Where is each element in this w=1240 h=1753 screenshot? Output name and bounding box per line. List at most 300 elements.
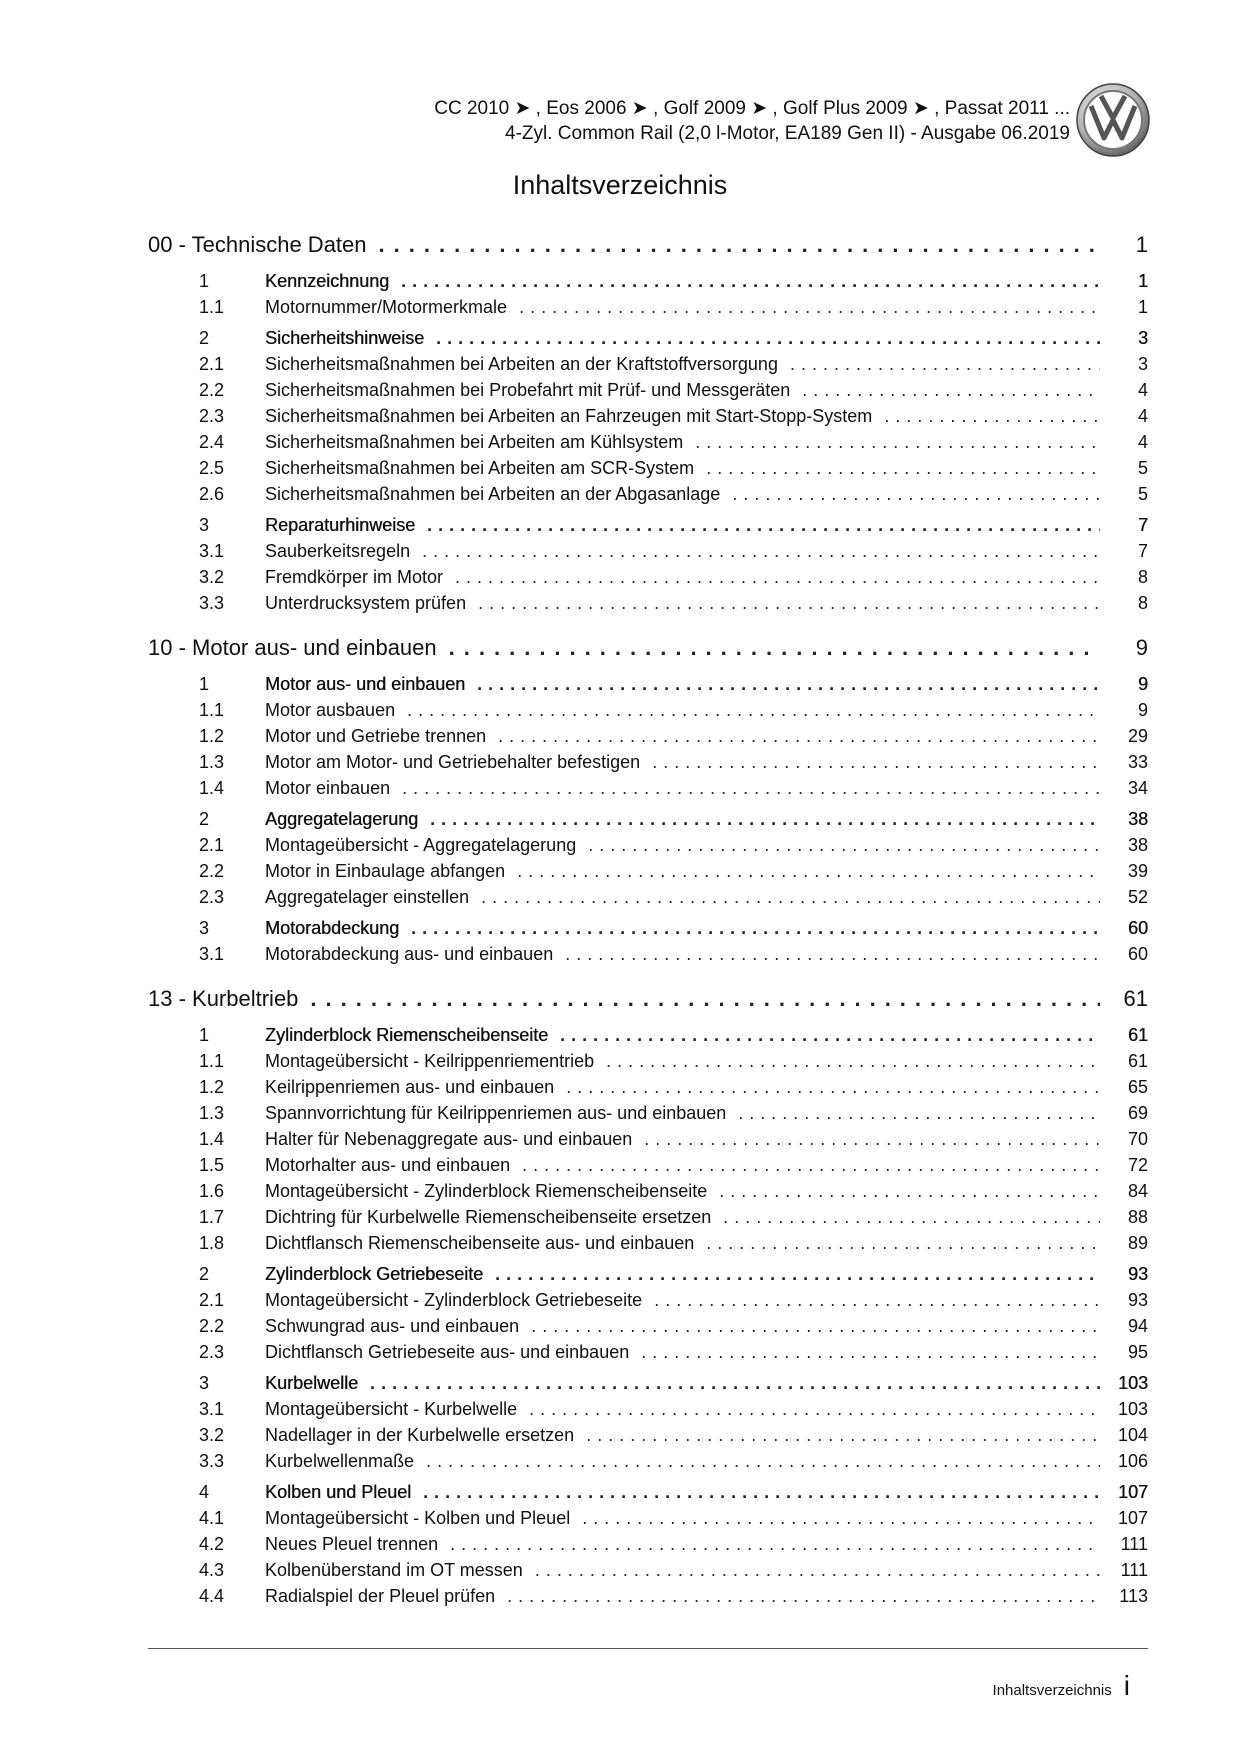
toc-section-title: Motorabdeckung — [265, 918, 400, 938]
toc-item-number: 2.1 — [199, 835, 225, 855]
toc-leader-dots — [426, 1451, 1100, 1472]
toc-item-page: 34 — [1127, 778, 1148, 798]
toc-section-title-wrap — [265, 328, 1100, 349]
toc-chapter-title: 00 - Technische Daten — [148, 232, 367, 257]
toc-item-title: Halter für Nebenaggregate aus- und einbauen — [265, 1129, 633, 1149]
toc-section-page: 9 — [1137, 674, 1148, 694]
header-models: CC 2010 ➤ , Eos 2006 ➤ , Golf 2009 ➤ , Golf Plus 2009 ➤ , Passat 2011 ... — [434, 98, 1070, 119]
toc-section-title: Sicherheitshinweise — [265, 328, 425, 348]
toc-item-page: 52 — [1127, 887, 1148, 907]
toc-leader-dots — [732, 484, 1100, 505]
toc-item-title-wrap — [265, 484, 1100, 505]
toc-item-title: Montageübersicht - Zylinderblock Riemenscheibenseite — [265, 1181, 708, 1201]
toc-item-title: Motor und Getriebe trennen — [265, 726, 487, 746]
toc-item-page: 4 — [1137, 432, 1148, 452]
toc-item-page: 104 — [1117, 1425, 1148, 1445]
toc-section-title-wrap — [265, 271, 1100, 292]
toc-item-number: 1.3 — [199, 752, 225, 772]
toc-item-page: 5 — [1137, 484, 1148, 504]
toc-item-title: Montageübersicht - Kurbelwelle — [265, 1399, 518, 1419]
toc-item[interactable] — [148, 861, 1148, 887]
toc-chapter[interactable] — [148, 635, 1148, 669]
toc-item-title-wrap — [265, 1051, 1100, 1072]
toc-item-title-wrap — [265, 1103, 1100, 1124]
toc-item[interactable] — [148, 297, 1148, 323]
toc-item-number: 1.3 — [199, 1103, 225, 1123]
toc-leader-dots — [606, 1051, 1100, 1072]
toc-section-number: 1 — [199, 674, 210, 694]
toc-item-title-wrap — [265, 944, 1100, 965]
toc-item-page: 38 — [1127, 835, 1148, 855]
toc-item[interactable] — [148, 835, 1148, 861]
toc-item-page: 93 — [1127, 1290, 1148, 1310]
toc-leader-dots — [586, 1425, 1100, 1446]
toc-item[interactable] — [148, 1181, 1148, 1207]
toc-item-number: 2.3 — [199, 887, 225, 907]
toc-item[interactable] — [148, 1425, 1148, 1451]
toc-item-title: Motor ausbauen — [265, 700, 396, 720]
toc-item-title: Neues Pleuel trennen — [265, 1534, 439, 1554]
toc-section[interactable] — [148, 1373, 1148, 1399]
toc-section-number: 2 — [199, 809, 210, 829]
page-title: Inhaltsverzeichnis — [512, 170, 728, 200]
toc-item-title: Spannvorrichtung für Keilrippenriemen aus- und einbauen — [265, 1103, 727, 1123]
toc-leader-dots — [723, 1207, 1100, 1228]
toc-item-title-wrap — [265, 1155, 1100, 1176]
toc-item-page: 61 — [1127, 1051, 1148, 1071]
toc-item[interactable] — [148, 700, 1148, 726]
toc-section[interactable] — [148, 271, 1148, 297]
toc-leader-dots — [588, 835, 1100, 856]
toc-item-title: Montageübersicht - Zylinderblock Getriebeseite — [265, 1290, 643, 1310]
toc-leader-dots — [719, 1181, 1100, 1202]
toc-item[interactable] — [148, 1586, 1148, 1612]
toc-item-number: 1.1 — [199, 297, 225, 317]
toc-item-title-wrap — [265, 1534, 1100, 1555]
toc-item-page: 72 — [1127, 1155, 1148, 1175]
toc-item-number: 4.3 — [199, 1560, 225, 1580]
toc-section-page: 61 — [1127, 1025, 1148, 1045]
toc-leader-dots — [706, 1233, 1100, 1254]
toc-item-number: 1.1 — [199, 1051, 225, 1071]
toc-item-title-wrap — [265, 752, 1100, 773]
toc-section-number: 2 — [199, 1264, 210, 1284]
toc-item[interactable] — [148, 1207, 1148, 1233]
toc-section-page: 60 — [1127, 918, 1148, 938]
toc-section[interactable] — [148, 1025, 1148, 1051]
toc-item-page: 89 — [1127, 1233, 1148, 1253]
toc-item-title-wrap — [265, 406, 1100, 427]
toc-item-title-wrap — [265, 778, 1100, 799]
toc-item-title: Sauberkeitsregeln — [265, 541, 411, 561]
toc-item-page: 5 — [1137, 458, 1148, 478]
toc-leader-dots — [566, 1077, 1100, 1098]
toc-section-page: 38 — [1127, 809, 1148, 829]
toc-section-title-wrap — [265, 1482, 1100, 1503]
toc-item-title: Motornummer/Motormerkmale — [265, 297, 508, 317]
toc-item-number: 2.1 — [199, 1290, 225, 1310]
toc-item-title-wrap — [265, 1342, 1100, 1363]
toc-item-title: Motorabdeckung aus- und einbauen — [265, 944, 554, 964]
toc-item[interactable] — [148, 1290, 1148, 1316]
toc-item[interactable] — [148, 887, 1148, 913]
toc-leader-dots — [411, 918, 1100, 939]
toc-item-number: 1.5 — [199, 1155, 225, 1175]
footer-divider — [148, 1648, 1148, 1649]
toc-item-page: 94 — [1127, 1316, 1148, 1336]
toc-item-title: Montageübersicht - Keilrippenriementrieb — [265, 1051, 595, 1071]
toc-item[interactable] — [148, 354, 1148, 380]
toc-item-title-wrap — [265, 1451, 1100, 1472]
toc-section-number: 3 — [199, 1373, 210, 1393]
toc-item-page: 113 — [1119, 1586, 1148, 1606]
toc-chapter-title-wrap — [148, 635, 1100, 661]
toc-leader-dots — [430, 809, 1100, 830]
toc-leader-dots — [407, 700, 1100, 721]
toc-item-title: Sicherheitsmaßnahmen bei Arbeiten an der Abgasanlage — [265, 484, 721, 504]
toc-item[interactable] — [148, 1129, 1148, 1155]
toc-item-title-wrap — [265, 354, 1100, 375]
toc-item-page: 111 — [1120, 1560, 1148, 1580]
toc-item-title-wrap — [265, 380, 1100, 401]
toc-chapter-page: 1 — [1135, 232, 1148, 257]
toc-item-title-wrap — [265, 1560, 1100, 1581]
toc-item-title-wrap — [265, 1233, 1100, 1254]
toc-item-title: Dichtring für Kurbelwelle Riemenscheibenseite ersetzen — [265, 1207, 712, 1227]
toc-item-number: 2.4 — [199, 432, 225, 452]
toc-section-page: 7 — [1137, 515, 1148, 535]
toc-item-page: 107 — [1117, 1508, 1148, 1528]
toc-item-title-wrap — [265, 1290, 1100, 1311]
toc-item[interactable] — [148, 1399, 1148, 1425]
toc-section-number: 4 — [199, 1482, 210, 1502]
toc-item-number: 3.1 — [199, 1399, 225, 1419]
toc-item-title-wrap — [265, 1425, 1100, 1446]
toc-item-number: 1.4 — [199, 1129, 225, 1149]
toc-leader-dots — [427, 515, 1100, 536]
toc-chapter-title-wrap — [148, 986, 1100, 1012]
toc-section-page: 103 — [1117, 1373, 1148, 1393]
toc-leader-dots — [790, 354, 1100, 375]
footer-page-number: i — [1123, 1670, 1130, 1701]
toc-item-number: 1.2 — [199, 1077, 225, 1097]
toc-item[interactable] — [148, 593, 1148, 619]
toc-item-page: 8 — [1137, 593, 1148, 613]
toc-section-title: Kurbelwelle — [265, 1373, 359, 1393]
toc-item[interactable] — [148, 380, 1148, 406]
toc-section-title: Kennzeichnung — [265, 271, 390, 291]
toc-section-title-wrap — [265, 1025, 1100, 1046]
toc-item-page: 7 — [1137, 541, 1148, 561]
toc-leader-dots — [402, 778, 1100, 799]
toc-leader-dots — [477, 674, 1100, 695]
toc-item-page: 65 — [1127, 1077, 1148, 1097]
toc-section[interactable] — [148, 1264, 1148, 1290]
toc-item-title: Motor einbauen — [265, 778, 391, 798]
toc-item-title-wrap — [265, 1316, 1100, 1337]
toc-item-page: 95 — [1127, 1342, 1148, 1362]
toc-item-page: 8 — [1137, 567, 1148, 587]
toc-item[interactable] — [148, 1077, 1148, 1103]
toc-section-title-wrap — [265, 1373, 1100, 1394]
toc-section-page: 3 — [1137, 328, 1148, 348]
toc-item-number: 4.2 — [199, 1534, 225, 1554]
toc-item-page: 70 — [1127, 1129, 1148, 1149]
toc-item-title: Montageübersicht - Kolben und Pleuel — [265, 1508, 571, 1528]
toc-chapter-page: 61 — [1123, 986, 1148, 1011]
toc-leader-dots — [582, 1508, 1100, 1529]
toc-leader-dots — [695, 432, 1100, 453]
toc-item[interactable] — [148, 1560, 1148, 1586]
toc-item-title: Motorhalter aus- und einbauen — [265, 1155, 511, 1175]
toc-item-number: 1.7 — [199, 1207, 225, 1227]
toc-item-number: 1.8 — [199, 1233, 225, 1253]
toc-section-title-wrap — [265, 918, 1100, 939]
toc-item[interactable] — [148, 1155, 1148, 1181]
toc-section[interactable] — [148, 674, 1148, 700]
toc-leader-dots — [802, 380, 1100, 401]
toc-leader-dots — [481, 887, 1100, 908]
toc-item-page: 106 — [1117, 1451, 1148, 1471]
toc-item-number: 1.4 — [199, 778, 225, 798]
toc-item-title-wrap — [265, 458, 1100, 479]
toc-item-page: 111 — [1120, 1534, 1148, 1554]
toc-leader-dots — [565, 944, 1100, 965]
toc-section-title: Zylinderblock Getriebeseite — [265, 1264, 484, 1284]
toc-section-title: Zylinderblock Riemenscheibenseite — [265, 1025, 549, 1045]
toc-item-title: Montageübersicht - Aggregatelagerung — [265, 835, 577, 855]
toc-item[interactable] — [148, 484, 1148, 510]
toc-item-title: Motor am Motor- und Getriebehalter befestigen — [265, 752, 641, 772]
toc-section-title: Motor aus- und einbauen — [265, 674, 466, 694]
toc-item-title-wrap — [265, 1508, 1100, 1529]
toc-item-number: 3.1 — [199, 541, 225, 561]
toc-section-number: 1 — [199, 271, 210, 291]
toc-leader-dots — [310, 986, 1100, 1012]
toc-item-number: 2.1 — [199, 354, 225, 374]
toc-leader-dots — [560, 1025, 1100, 1046]
toc-item-number: 2.5 — [199, 458, 225, 478]
toc-item-number: 2.3 — [199, 406, 225, 426]
toc-leader-dots — [519, 297, 1100, 318]
toc-item-number: 1.1 — [199, 700, 225, 720]
toc-item-number: 2.6 — [199, 484, 225, 504]
toc-item-title-wrap — [265, 700, 1100, 721]
toc-leader-dots — [654, 1290, 1100, 1311]
toc-leader-dots — [522, 1155, 1100, 1176]
footer-label: Inhaltsverzeichnis — [992, 1682, 1112, 1699]
toc-section-number: 2 — [199, 328, 210, 348]
toc-item-title: Sicherheitsmaßnahmen bei Arbeiten an Fahrzeugen mit Start-Stopp-System — [265, 406, 873, 426]
toc-item-title: Dichtflansch Getriebeseite aus- und einbauen — [265, 1342, 630, 1362]
toc-section-title: Aggregatelagerung — [265, 809, 419, 829]
toc-item-title-wrap — [265, 567, 1100, 588]
toc-item-title-wrap — [265, 1077, 1100, 1098]
toc-item-title-wrap — [265, 861, 1100, 882]
toc-leader-dots — [644, 1129, 1100, 1150]
toc-item[interactable] — [148, 432, 1148, 458]
toc-item-title: Kurbelwellenmaße — [265, 1451, 415, 1471]
toc-item-title: Sicherheitsmaßnahmen bei Probefahrt mit Prüf- und Messgeräten — [265, 380, 791, 400]
toc-item-page: 4 — [1137, 380, 1148, 400]
toc-item[interactable] — [148, 778, 1148, 804]
toc-leader-dots — [449, 635, 1100, 661]
toc-leader-dots — [401, 271, 1100, 292]
toc-leader-dots — [738, 1103, 1100, 1124]
toc-item[interactable] — [148, 1051, 1148, 1077]
toc-item-title-wrap — [265, 1181, 1100, 1202]
toc-item-page: 4 — [1137, 406, 1148, 426]
toc-section-page: 107 — [1117, 1482, 1148, 1502]
toc-item[interactable] — [148, 1508, 1148, 1534]
toc-section[interactable] — [148, 809, 1148, 835]
toc-leader-dots — [706, 458, 1100, 479]
toc-leader-dots — [379, 232, 1100, 258]
toc-item[interactable] — [148, 1316, 1148, 1342]
toc-item-number: 3.1 — [199, 944, 225, 964]
toc-section-page: 93 — [1127, 1264, 1148, 1284]
toc-item-title: Keilrippenriemen aus- und einbauen — [265, 1077, 555, 1097]
toc-section-title: Reparaturhinweise — [265, 515, 416, 535]
toc-item-title: Sicherheitsmaßnahmen bei Arbeiten am Kühlsystem — [265, 432, 684, 452]
toc-item-page: 29 — [1127, 726, 1148, 746]
toc-item-page: 3 — [1137, 354, 1148, 374]
toc-item-title-wrap — [265, 1207, 1100, 1228]
toc-item-number: 3.3 — [199, 593, 225, 613]
toc-item-title: Sicherheitsmaßnahmen bei Arbeiten an der Kraftstoffversorgung — [265, 354, 778, 374]
toc-leader-dots — [495, 1264, 1100, 1285]
header-engine: 4-Zyl. Common Rail (2,0 l-Motor, EA189 Gen II) - Ausgabe 06.2019 — [505, 123, 1070, 144]
toc-item-page: 39 — [1127, 861, 1148, 881]
toc-leader-dots — [535, 1560, 1100, 1581]
toc-item-title: Fremdkörper im Motor — [265, 567, 444, 587]
toc-item-number: 4.4 — [199, 1586, 225, 1606]
toc-leader-dots — [478, 593, 1100, 614]
toc-section-title-wrap — [265, 809, 1100, 830]
toc-item-title-wrap — [265, 432, 1100, 453]
toc-item-title: Kolbenüberstand im OT messen — [265, 1560, 523, 1580]
toc-item-number: 1.6 — [199, 1181, 225, 1201]
toc-section-title: Kolben und Pleuel — [265, 1482, 412, 1502]
toc-item-title-wrap — [265, 726, 1100, 747]
toc-item-title: Schwungrad aus- und einbauen — [265, 1316, 520, 1336]
toc-chapter[interactable] — [148, 232, 1148, 266]
toc-section-number: 3 — [199, 918, 210, 938]
toc-item-number: 2.3 — [199, 1342, 225, 1362]
toc-item-page: 60 — [1127, 944, 1148, 964]
toc-leader-dots — [529, 1399, 1100, 1420]
toc-leader-dots — [498, 726, 1100, 747]
toc-item[interactable] — [148, 406, 1148, 432]
toc-section[interactable] — [148, 1482, 1148, 1508]
toc-item[interactable] — [148, 1342, 1148, 1368]
toc-item-title: Dichtflansch Riemenscheibenseite aus- und einbauen — [265, 1233, 695, 1253]
document-header — [434, 96, 1070, 146]
toc-item-title-wrap — [265, 593, 1100, 614]
toc-leader-dots — [531, 1316, 1100, 1337]
toc-leader-dots — [455, 567, 1100, 588]
toc-leader-dots — [517, 861, 1100, 882]
toc-item-title-wrap — [265, 297, 1100, 318]
toc-item[interactable] — [148, 567, 1148, 593]
toc-leader-dots — [436, 328, 1100, 349]
toc-section-number: 1 — [199, 1025, 210, 1045]
toc-item-number: 4.1 — [199, 1508, 225, 1528]
table-of-contents — [148, 232, 1148, 1612]
toc-item[interactable] — [148, 726, 1148, 752]
toc-chapter-title-wrap — [148, 232, 1100, 258]
toc-leader-dots — [641, 1342, 1100, 1363]
toc-leader-dots — [423, 1482, 1100, 1503]
toc-item-title-wrap — [265, 887, 1100, 908]
toc-item[interactable] — [148, 944, 1148, 970]
toc-item-title-wrap — [265, 541, 1100, 562]
toc-item-title: Sicherheitsmaßnahmen bei Arbeiten am SCR-System — [265, 458, 695, 478]
toc-item[interactable] — [148, 1534, 1148, 1560]
toc-item-number: 3.3 — [199, 1451, 225, 1471]
toc-item-title: Aggregatelager einstellen — [265, 887, 470, 907]
toc-section[interactable] — [148, 515, 1148, 541]
toc-item-title: Radialspiel der Pleuel prüfen — [265, 1586, 496, 1606]
toc-section-title-wrap — [265, 674, 1100, 695]
toc-item-number: 3.2 — [199, 567, 225, 587]
vw-logo-icon — [1075, 82, 1151, 158]
toc-leader-dots — [652, 752, 1100, 773]
toc-item-page: 33 — [1127, 752, 1148, 772]
toc-item[interactable] — [148, 1233, 1148, 1259]
toc-item-number: 1.2 — [199, 726, 225, 746]
toc-chapter[interactable] — [148, 986, 1148, 1020]
toc-chapter-page: 9 — [1135, 635, 1148, 660]
toc-item-page: 1 — [1137, 297, 1148, 317]
toc-item[interactable] — [148, 1103, 1148, 1129]
toc-leader-dots — [507, 1586, 1100, 1607]
toc-item-page: 69 — [1127, 1103, 1148, 1123]
toc-item-number: 2.2 — [199, 380, 225, 400]
toc-item-title-wrap — [265, 835, 1100, 856]
toc-item-title: Nadellager in der Kurbelwelle ersetzen — [265, 1425, 575, 1445]
toc-section-page: 1 — [1137, 271, 1148, 291]
toc-chapter-title: 10 - Motor aus- und einbauen — [148, 635, 437, 660]
toc-chapter-title: 13 - Kurbeltrieb — [148, 986, 299, 1011]
toc-item[interactable] — [148, 541, 1148, 567]
toc-section[interactable] — [148, 918, 1148, 944]
toc-item[interactable] — [148, 458, 1148, 484]
toc-leader-dots — [422, 541, 1100, 562]
toc-item-page: 88 — [1127, 1207, 1148, 1227]
toc-section-title-wrap — [265, 1264, 1100, 1285]
toc-section[interactable] — [148, 328, 1148, 354]
toc-section-title-wrap — [265, 515, 1100, 536]
toc-item-number: 2.2 — [199, 1316, 225, 1336]
toc-item-title-wrap — [265, 1586, 1100, 1607]
toc-item-number: 2.2 — [199, 861, 225, 881]
toc-item[interactable] — [148, 752, 1148, 778]
toc-item-page: 9 — [1137, 700, 1148, 720]
toc-leader-dots — [450, 1534, 1100, 1555]
toc-item-title: Motor in Einbaulage abfangen — [265, 861, 506, 881]
toc-leader-dots — [370, 1373, 1100, 1394]
toc-item-title: Unterdrucksystem prüfen — [265, 593, 467, 613]
toc-item-page: 103 — [1117, 1399, 1148, 1419]
toc-item-title-wrap — [265, 1399, 1100, 1420]
toc-item-number: 3.2 — [199, 1425, 225, 1445]
footer — [993, 1670, 1130, 1702]
toc-section-number: 3 — [199, 515, 210, 535]
toc-leader-dots — [884, 406, 1100, 427]
toc-item-title-wrap — [265, 1129, 1100, 1150]
toc-item[interactable] — [148, 1451, 1148, 1477]
